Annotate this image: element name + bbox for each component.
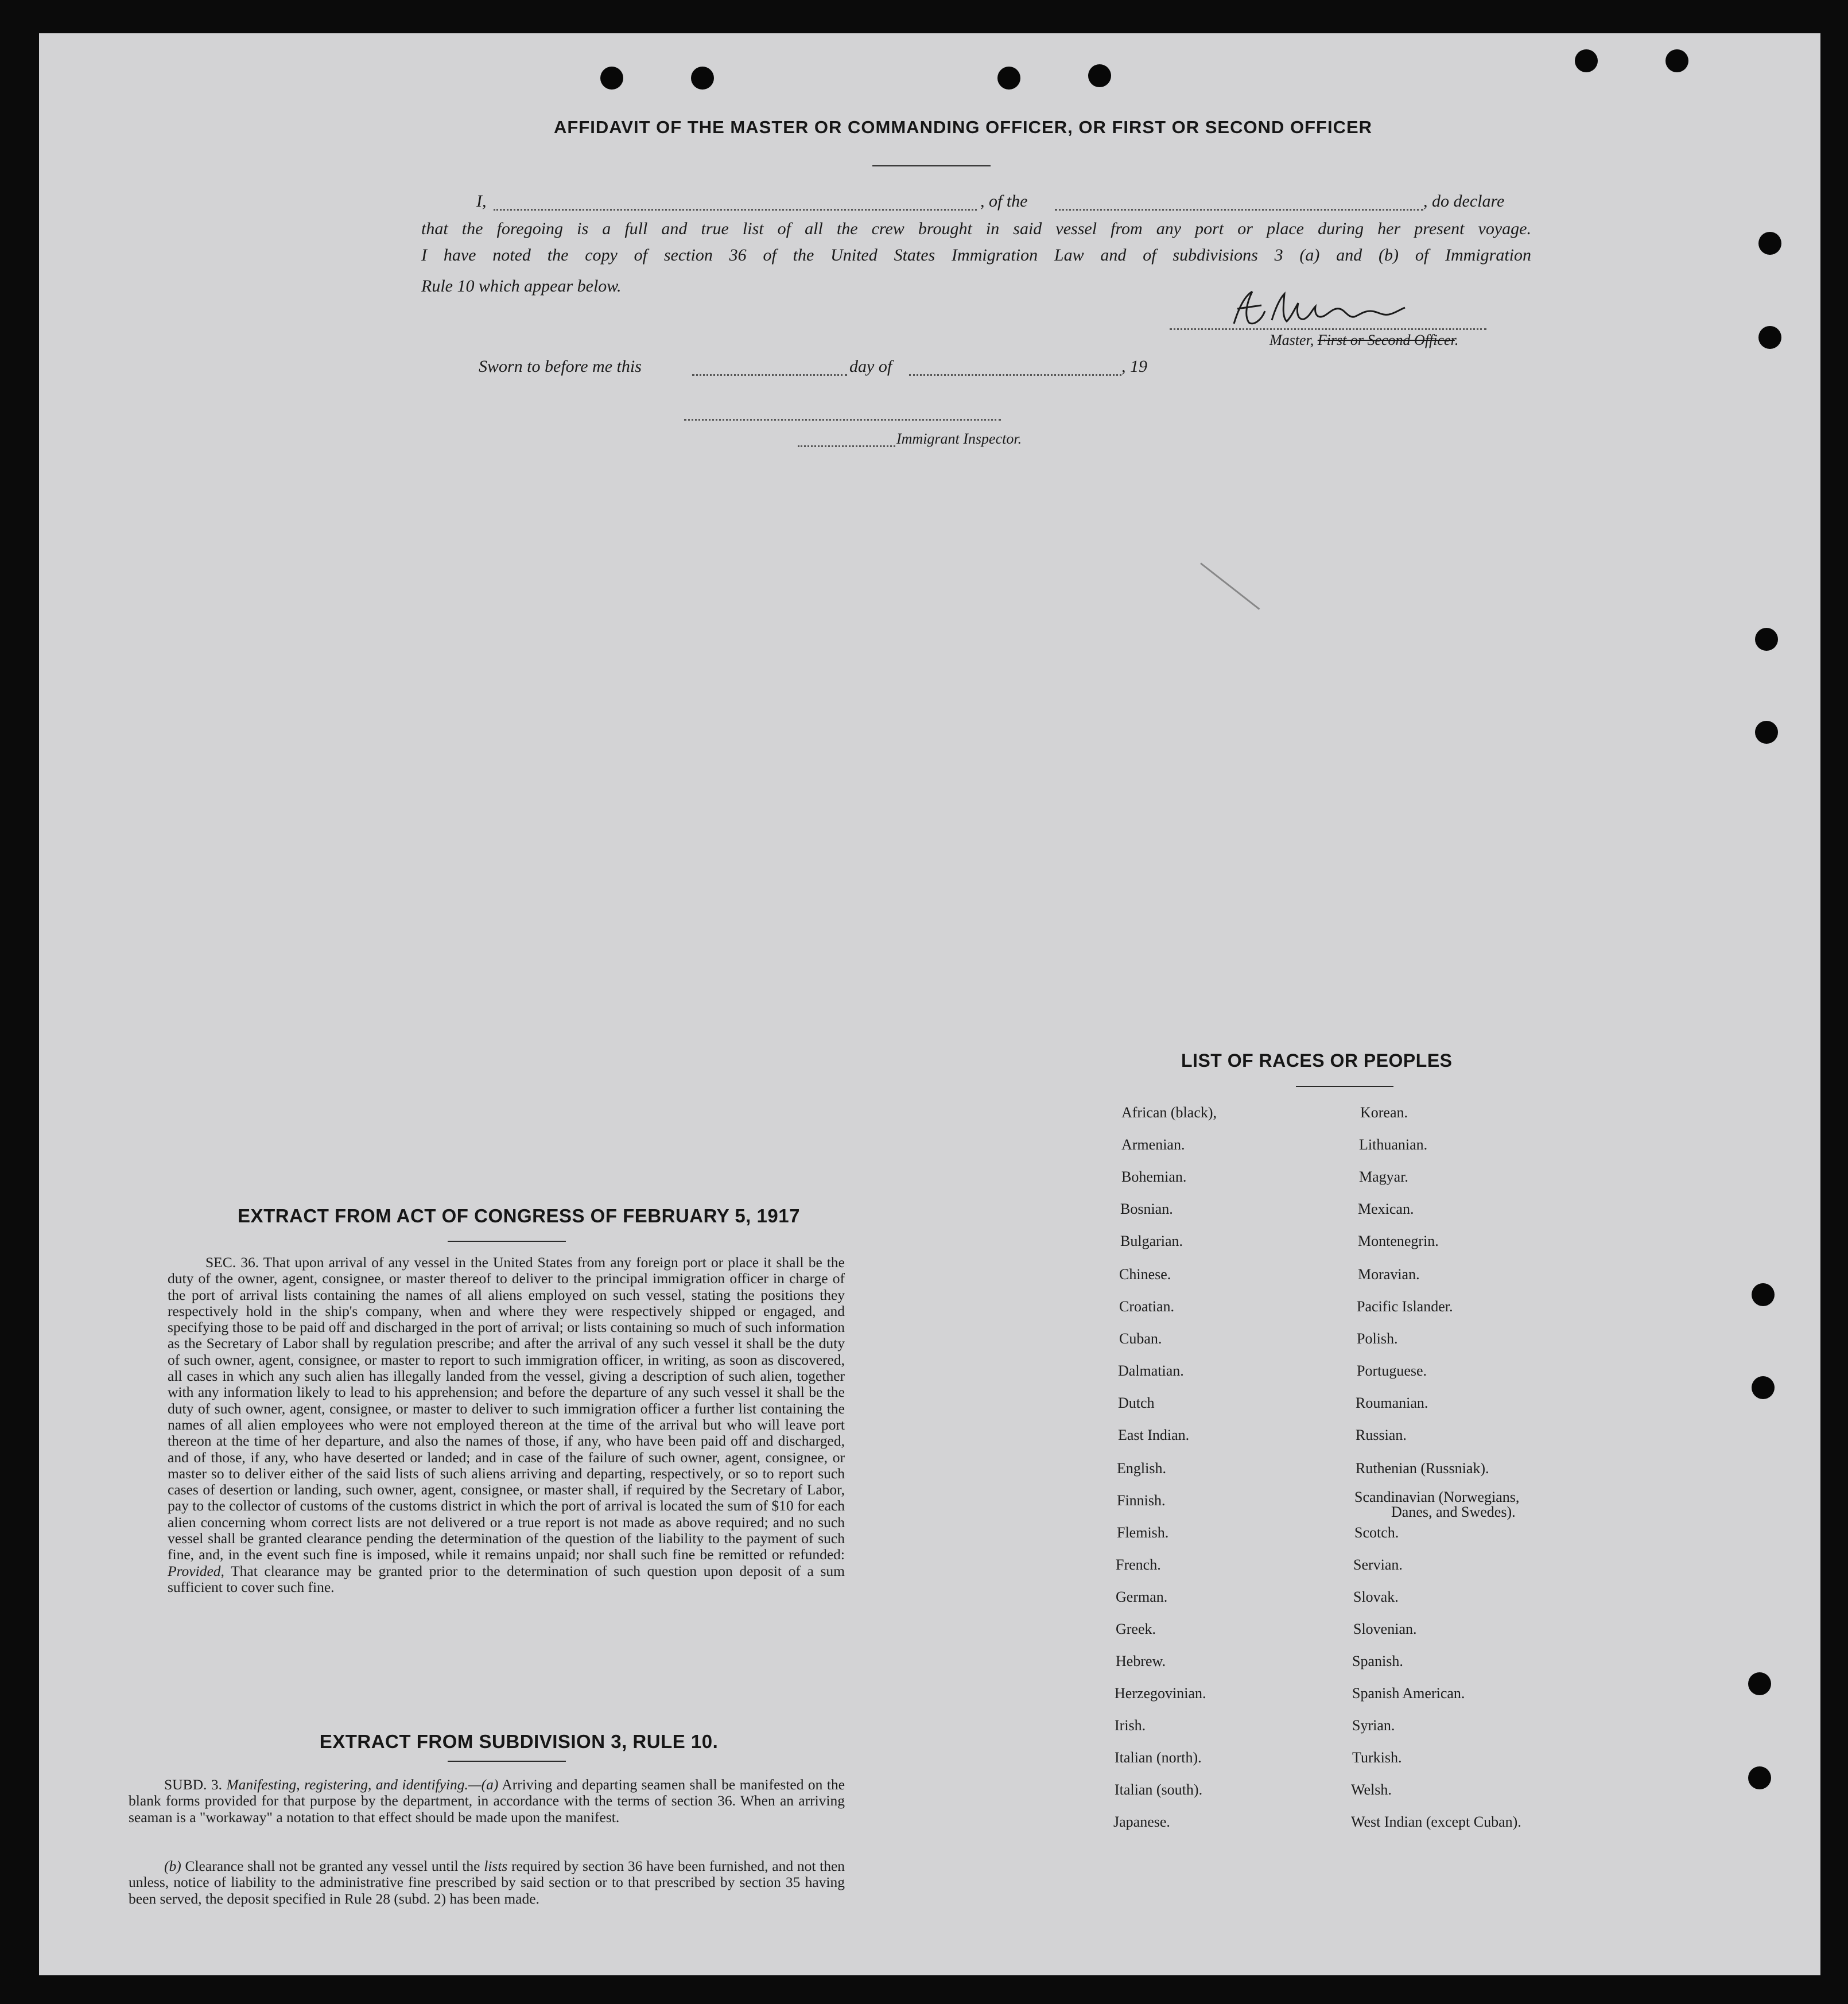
signer-label-end: . bbox=[1454, 332, 1459, 348]
punch-hole bbox=[600, 67, 623, 90]
para-b-text-2: required by section 36 have been furnished, and not then unless, notice of liability to the administrative fine prescribed by said section or to that prescribed by section 35 having been served, the deposit specified in Rule 28 (subd. 2) has been made. bbox=[129, 1858, 845, 1907]
race-item: French. bbox=[1116, 1556, 1161, 1573]
race-item: Greek. bbox=[1116, 1621, 1156, 1637]
provided-word: Provided, bbox=[168, 1562, 224, 1579]
race-item: Russian. bbox=[1356, 1427, 1407, 1443]
extract-rule-title: EXTRACT FROM SUBDIVISION 3, RULE 10. bbox=[319, 1731, 719, 1752]
race-item: English. bbox=[1117, 1460, 1166, 1477]
extract-act-body: SEC. 36. That upon arrival of any vessel in the United States from any foreign port or place it shall be the duty of the owner, agent, consignee, or master thereof to deliver to the principal immigration officer in charge of the port of arrival lists containing the names of all aliens employed on such vessel, stating the positions they respectively hold in the ship's company, when and where they were respectively shipped or engaged, and specifying those to be paid off and discharged in the port of arrival; or lists containing so much of such information as the Secretary of Labor shall by regulation prescribe; and after the arrival of any such vessel it shall be the duty of such owner, agent, consignee, or master to report to such immigration officer, in writing, as soon as discovered, all cases in which any such alien has illegally landed from the vessel, giving a description of such alien, together with any information likely to lead to his apprehension; and before the departure of any such vessel it shall be the duty of such owner, agent, consignee, or master to deliver to such immigration officer a further list containing the names of all alien employees who were not employed thereon at the time of the arrival but who will leave port thereon at the time of her departure, and also the names of those, if any, who have been paid off and discharged, and of those, if any, who have deserted or landed; and in case of the failure of such owner, agent, consignee, or master so to deliver either of the said lists of such aliens arriving and departing, respectively, or so to report such cases of desertion or landing, such owner, agent, consignee, or master shall, if required by the Secretary of Labor, pay to the collector of customs of the customs district in which the port of arrival is located the sum of $10 for each alien concerning whom correct lists are not delivered or a true report is not made as above required; and no such vessel shall be granted clearance pending the determination of the question of the liability to the payment of such fine, and, in the event such fine is imposed, while it remains unpaid; nor shall such fine be remitted or refunded: bbox=[168, 1254, 845, 1563]
race-item: Bosnian. bbox=[1120, 1201, 1173, 1217]
extract-rule-para-b bbox=[129, 1858, 845, 1907]
race-item: Bohemian. bbox=[1121, 1168, 1187, 1185]
inspector-label: Immigrant Inspector. bbox=[896, 430, 1022, 447]
race-item: Roumanian. bbox=[1356, 1395, 1428, 1411]
punch-hole bbox=[1575, 49, 1598, 72]
race-item: Scotch. bbox=[1354, 1524, 1399, 1541]
race-item: Welsh. bbox=[1351, 1781, 1392, 1798]
race-item: Irish. bbox=[1115, 1717, 1146, 1734]
punch-hole bbox=[1755, 721, 1778, 744]
punch-hole bbox=[1752, 1376, 1775, 1399]
punch-hole bbox=[1755, 628, 1778, 651]
race-item: Syrian. bbox=[1352, 1717, 1395, 1734]
punch-hole bbox=[1748, 1672, 1771, 1695]
punch-hole bbox=[1088, 64, 1111, 87]
extract-rule-rule bbox=[448, 1761, 566, 1762]
year-label: , 19 bbox=[1121, 357, 1147, 376]
signer-label-struck: First or Second Officer bbox=[1317, 332, 1455, 348]
race-item: Dutch bbox=[1118, 1395, 1155, 1411]
para-a-marker: —(a) bbox=[468, 1776, 499, 1793]
subd-label: SUBD. 3. bbox=[164, 1776, 222, 1793]
para-b-lists-word: lists bbox=[484, 1858, 508, 1874]
affidavit-line-1: that the foregoing is a full and true list of all the crew brought in said vessel from any port or place during her present voyage. bbox=[421, 219, 1531, 238]
day-of-label: day of bbox=[849, 357, 892, 376]
affidavit-do-declare-label: , do declare bbox=[1423, 192, 1505, 211]
race-item: Chinese. bbox=[1119, 1266, 1171, 1283]
punch-hole bbox=[1748, 1766, 1771, 1789]
punch-hole bbox=[1758, 326, 1781, 349]
race-item: Spanish American. bbox=[1352, 1685, 1465, 1702]
position-blank bbox=[1055, 209, 1423, 211]
extract-act-body-end: That clearance may be granted prior to the determination of such question upon deposit of a sum sufficient to cover such fine. bbox=[168, 1562, 845, 1595]
extract-act-rule bbox=[448, 1241, 566, 1242]
signer-label-master: Master, bbox=[1269, 332, 1314, 348]
race-item: Moravian. bbox=[1358, 1266, 1420, 1283]
stray-mark bbox=[1200, 562, 1260, 609]
extract-rule-para-a bbox=[129, 1777, 845, 1826]
inspector-signature-line bbox=[684, 419, 1001, 421]
races-rule bbox=[1296, 1086, 1393, 1087]
race-item: Mexican. bbox=[1358, 1201, 1414, 1217]
name-blank bbox=[494, 209, 977, 211]
race-item: Finnish. bbox=[1117, 1492, 1166, 1509]
race-item: Pacific Islander. bbox=[1357, 1298, 1453, 1315]
race-item: Slovak. bbox=[1353, 1589, 1399, 1605]
race-item: Hebrew. bbox=[1116, 1653, 1166, 1669]
race-item: Italian (south). bbox=[1115, 1781, 1203, 1798]
signer-title bbox=[1269, 332, 1458, 349]
month-blank bbox=[909, 374, 1121, 376]
day-blank bbox=[692, 374, 847, 376]
race-item: Italian (north). bbox=[1115, 1749, 1202, 1766]
race-item: Armenian. bbox=[1121, 1136, 1185, 1153]
title-rule bbox=[872, 165, 991, 166]
race-item: Slovenian. bbox=[1353, 1621, 1417, 1637]
subd-title: Manifesting, registering, and identifying. bbox=[226, 1776, 468, 1793]
affidavit-i-label: I, bbox=[476, 192, 487, 211]
race-item: German. bbox=[1116, 1589, 1168, 1605]
race-item: Danes, and Swedes). bbox=[1391, 1504, 1516, 1520]
race-item: Bulgarian. bbox=[1120, 1233, 1183, 1249]
affidavit-line-2: I have noted the copy of section 36 of the United States Immigration Law and of subdivisions 3 (a) and (b) of Immigration bbox=[421, 246, 1531, 265]
punch-hole bbox=[997, 67, 1020, 90]
race-item: Lithuanian. bbox=[1359, 1136, 1428, 1153]
inspector-dots bbox=[798, 445, 895, 447]
race-item: Korean. bbox=[1360, 1104, 1408, 1121]
race-item: African (black), bbox=[1121, 1104, 1217, 1121]
race-item: Cuban. bbox=[1119, 1330, 1162, 1347]
race-item: Dalmatian. bbox=[1118, 1362, 1184, 1379]
race-item: Croatian. bbox=[1119, 1298, 1175, 1315]
race-item: Herzegovinian. bbox=[1115, 1685, 1206, 1702]
race-item: Montenegrin. bbox=[1358, 1233, 1439, 1249]
race-item: Polish. bbox=[1357, 1330, 1398, 1347]
race-item: Scandinavian (Norwegians, bbox=[1354, 1489, 1520, 1505]
race-item: Magyar. bbox=[1359, 1168, 1408, 1185]
punch-hole bbox=[691, 67, 714, 90]
para-a-text: Arriving and departing seamen shall be manifested on the blank forms provided for that purpose by the department, in accordance with the terms of section 36. When an arriving seaman is a "workaway" a notation to that effect should be made upon the manifest. bbox=[129, 1776, 845, 1826]
affidavit-title: AFFIDAVIT OF THE MASTER OR COMMANDING OFFICER, OR FIRST OR SECOND OFFICER bbox=[553, 117, 1373, 137]
para-b-marker: (b) bbox=[164, 1858, 181, 1874]
sworn-label: Sworn to before me this bbox=[479, 357, 642, 376]
races-title: LIST OF RACES OR PEOPLES bbox=[1181, 1050, 1453, 1071]
race-item: Japanese. bbox=[1113, 1813, 1170, 1830]
race-item: Spanish. bbox=[1352, 1653, 1403, 1669]
race-item: Portuguese. bbox=[1357, 1362, 1427, 1379]
extract-act-text bbox=[168, 1255, 845, 1595]
punch-hole bbox=[1752, 1283, 1775, 1306]
race-item: Servian. bbox=[1353, 1556, 1403, 1573]
extract-act-title: EXTRACT FROM ACT OF CONGRESS OF FEBRUARY 5, 1917 bbox=[238, 1205, 800, 1226]
document-sheet bbox=[39, 33, 1820, 1975]
affidavit-line-3: Rule 10 which appear below. bbox=[421, 277, 622, 296]
race-item: Flemish. bbox=[1117, 1524, 1169, 1541]
signature-line bbox=[1170, 328, 1486, 330]
para-b-text-1: Clearance shall not be granted any vessel until the bbox=[185, 1858, 480, 1874]
race-item: East Indian. bbox=[1118, 1427, 1190, 1443]
race-item: West Indian (except Cuban). bbox=[1351, 1813, 1521, 1830]
race-item: Turkish. bbox=[1352, 1749, 1402, 1766]
affidavit-of-the-label: , of the bbox=[980, 192, 1028, 211]
race-item: Ruthenian (Russniak). bbox=[1356, 1460, 1489, 1477]
punch-hole bbox=[1758, 232, 1781, 255]
punch-hole bbox=[1665, 49, 1688, 72]
